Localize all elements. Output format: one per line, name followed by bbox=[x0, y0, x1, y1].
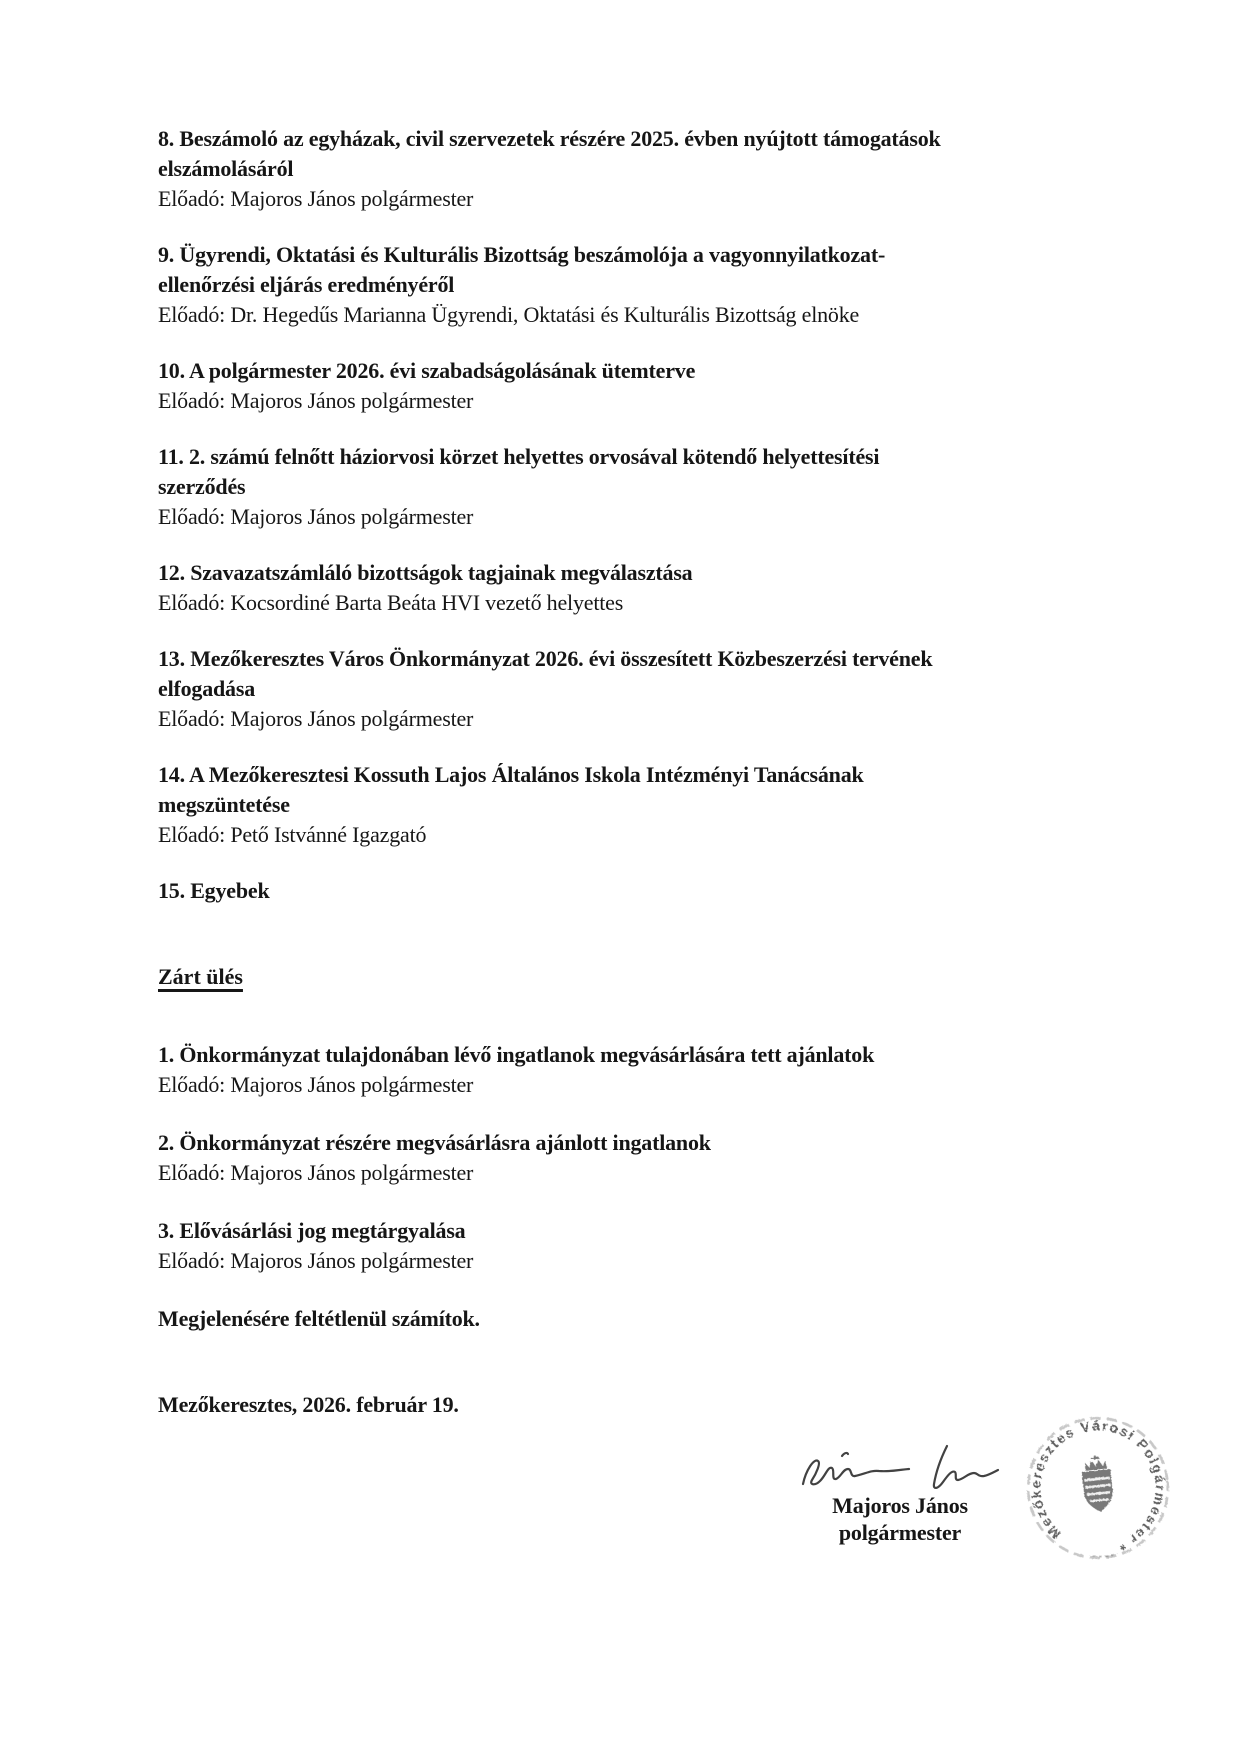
agenda-item bbox=[158, 1128, 1098, 1188]
agenda-item-title bbox=[158, 1040, 1098, 1070]
agenda-item-title-line: 13. Mezőkeresztes Város Önkormányzat 2026. évi összesített Közbeszerzési tervének bbox=[158, 646, 933, 671]
agenda-item-presenter: Előadó: Majoros János polgármester bbox=[158, 504, 474, 529]
agenda-item-title-line: megszüntetése bbox=[158, 792, 290, 817]
agenda-content bbox=[158, 124, 1098, 1420]
agenda-item bbox=[158, 124, 1098, 214]
mayor-office-round-stamp bbox=[1012, 1402, 1183, 1573]
agenda-item-title bbox=[158, 760, 1098, 820]
agenda-item-title-line: 8. Beszámoló az egyházak, civil szervezetek részére 2025. évben nyújtott támogatások bbox=[158, 126, 941, 151]
agenda-item bbox=[158, 240, 1098, 330]
closing-note: Megjelenésére feltétlenül számítok. bbox=[158, 1306, 480, 1331]
agenda-item bbox=[158, 1040, 1098, 1100]
agenda-item-presenter: Előadó: Majoros János polgármester bbox=[158, 186, 474, 211]
agenda-item-title bbox=[158, 1128, 1098, 1158]
agenda-item-title-line: 3. Elővásárlási jog megtárgyalása bbox=[158, 1218, 466, 1243]
agenda-item-title-line: 12. Szavazatszámláló bizottságok tagjainak megválasztása bbox=[158, 560, 693, 585]
agenda-item bbox=[158, 760, 1098, 850]
closed-session-heading-text: Zárt ülés bbox=[158, 964, 243, 989]
agenda-item-presenter: Előadó: Majoros János polgármester bbox=[158, 1160, 474, 1185]
closed-session-heading bbox=[158, 962, 1098, 992]
agenda-item-title bbox=[158, 1216, 1098, 1246]
agenda-item-title bbox=[158, 442, 1098, 502]
agenda-item bbox=[158, 356, 1098, 416]
agenda-item-presenter: Előadó: Majoros János polgármester bbox=[158, 1248, 474, 1273]
agenda-item-title-line: elszámolásáról bbox=[158, 156, 294, 181]
agenda-item-title bbox=[158, 240, 1098, 300]
agenda-item-title-line: 14. A Mezőkeresztesi Kossuth Lajos Általános Iskola Intézményi Tanácsának bbox=[158, 762, 864, 787]
agenda-item bbox=[158, 644, 1098, 734]
agenda-item-presenter: Előadó: Majoros János polgármester bbox=[158, 706, 474, 731]
agenda-item-presenter: Előadó: Dr. Hegedűs Marianna Ügyrendi, Oktatási és Kulturális Bizottság elnöke bbox=[158, 302, 860, 327]
agenda-item-title bbox=[158, 644, 1098, 704]
agenda-item-title-line: 10. A polgármester 2026. évi szabadságolásának ütemterve bbox=[158, 358, 696, 383]
stamp-coat-of-arms-icon bbox=[1080, 1454, 1114, 1513]
open-session-item-list bbox=[158, 124, 1098, 906]
signature-title: polgármester bbox=[838, 1520, 962, 1545]
agenda-item bbox=[158, 1216, 1098, 1276]
agenda-item bbox=[158, 876, 1098, 906]
agenda-item-title-line: ellenőrzési eljárás eredményéről bbox=[158, 272, 455, 297]
agenda-item-title bbox=[158, 558, 1098, 588]
agenda-item-title-line: 15. Egyebek bbox=[158, 878, 270, 903]
agenda-item-presenter: Előadó: Pető Istvánné Igazgató bbox=[158, 822, 427, 847]
closed-session-item-list bbox=[158, 1040, 1098, 1276]
agenda-item-title bbox=[158, 876, 1098, 906]
agenda-item-title-line: 2. Önkormányzat részére megvásárlásra ajánlott ingatlanok bbox=[158, 1130, 711, 1155]
dateline: Mezőkeresztes, 2026. február 19. bbox=[158, 1392, 459, 1417]
agenda-item-presenter: Előadó: Majoros János polgármester bbox=[158, 1072, 474, 1097]
agenda-item bbox=[158, 558, 1098, 618]
signature-name: Majoros János bbox=[832, 1493, 968, 1518]
handwritten-signature-icon bbox=[795, 1440, 1005, 1498]
agenda-item-title-line: 9. Ügyrendi, Oktatási és Kulturális Bizottság beszámolója a vagyonnyilatkozat- bbox=[158, 242, 886, 267]
agenda-item-title-line: elfogadása bbox=[158, 676, 256, 701]
agenda-item-title-line: 11. 2. számú felnőtt háziorvosi körzet helyettes orvosával kötendő helyettesítési bbox=[158, 444, 880, 469]
agenda-item-title-line: 1. Önkormányzat tulajdonában lévő ingatlanok megvásárlására tett ajánlatok bbox=[158, 1042, 875, 1067]
agenda-item bbox=[158, 442, 1098, 532]
agenda-item-title bbox=[158, 124, 1098, 184]
agenda-item-title bbox=[158, 356, 1098, 386]
stamp-ring-label: Mezőkeresztes Városi Polgármester * bbox=[1027, 1417, 1169, 1555]
agenda-item-presenter: Előadó: Majoros János polgármester bbox=[158, 388, 474, 413]
signature-block bbox=[788, 1440, 1012, 1546]
agenda-item-title-line: szerződés bbox=[158, 474, 246, 499]
agenda-item-presenter: Előadó: Kocsordiné Barta Beáta HVI vezető helyettes bbox=[158, 590, 624, 615]
